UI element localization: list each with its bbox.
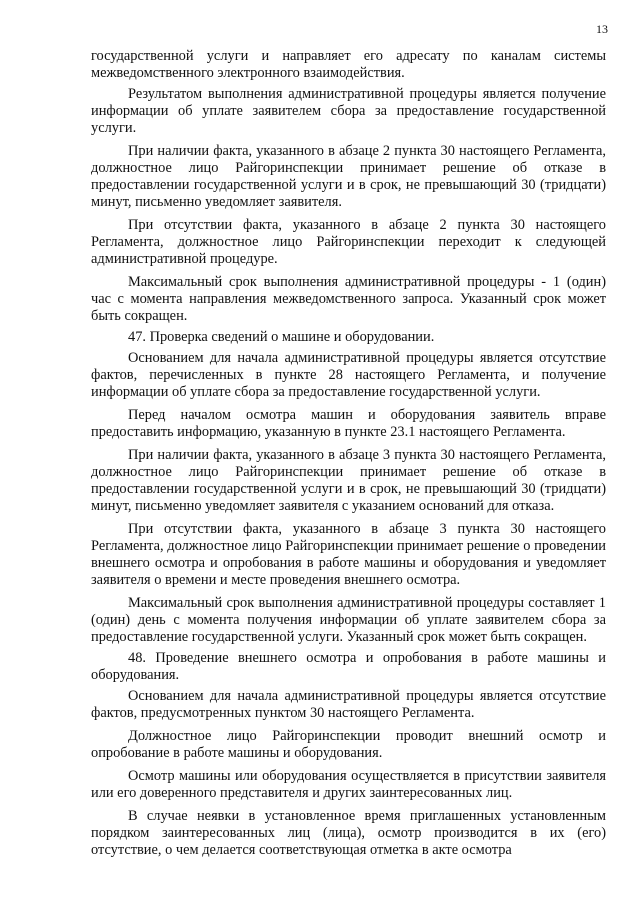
page-number: 13 [596,22,608,36]
paragraph-1: государственной услуги и направляет его адресату по каналам системы межведомственного электронного взаимодействия. [91,48,606,81]
paragraph-13: Основанием для начала административной процедуры является отсутствие фактов, предусмотренных пунктом 30 настоящего Регламента. [91,688,606,721]
paragraph-10: При отсутствии факта, указанного в абзаце 3 пункта 30 настоящего Регламента, должностное лицо Райгоринспекции принимает решение о проведении внешнего осмотра и опробования в работе машины и оборудования и уведомляет заявителя о времени и месте проведения внешнего осмотра. [91,521,606,588]
section-heading-48: 48. Проведение внешнего осмотра и опробования в работе машины и оборудования. [91,650,606,683]
paragraph-3: При наличии факта, указанного в абзаце 2 пункта 30 настоящего Регламента, должностное лицо Райгоринспекции принимает решение об отказе в предоставлении государственной услуги и в срок, не превышающий 30 (тридцати) минут, письменно уведомляет заявителя. [91,143,606,210]
paragraph-8: Перед началом осмотра машин и оборудования заявитель вправе предоставить информацию, указанную в пункте 23.1 настоящего Регламента. [91,407,606,440]
paragraph-7: Основанием для начала административной процедуры является отсутствие фактов, перечисленных в пункте 28 настоящего Регламента, и получение информации об уплате сбора за предоставление государственной услуги. [91,350,606,400]
paragraph-11: Максимальный срок выполнения административной процедуры составляет 1 (один) день с момента получения информации об уплате заявителем сбора за предоставление государственной услуги. Указанный срок может быть сокращен. [91,595,606,645]
paragraph-14: Должностное лицо Райгоринспекции проводит внешний осмотр и опробование в работе машины и оборудования. [91,728,606,761]
section-heading-47: 47. Проверка сведений о машине и оборудовании. [128,329,435,345]
paragraph-5: Максимальный срок выполнения административной процедуры - 1 (один) час с момента направления межведомственного запроса. Указанный срок может быть сокращен. [91,274,606,324]
paragraph-2: Результатом выполнения административной процедуры является получение информации об уплате заявителем сбора за предоставление государственной услуги. [91,86,606,136]
paragraph-16: В случае неявки в установленное время приглашенных установленным порядком заинтересованных лиц (лица), осмотр производится в их (его) отсутствие, о чем делается соответствующая отметка в акте осмотра [91,808,606,858]
paragraph-9: При наличии факта, указанного в абзаце 3 пункта 30 настоящего Регламента, должностное лицо Райгоринспекции принимает решение об отказе в предоставлении государственной услуги и в срок, не превышающий 30 (тридцати) минут, письменно уведомляет заявителя с указанием оснований для отказа. [91,447,606,514]
paragraph-4: При отсутствии факта, указанного в абзаце 2 пункта 30 настоящего Регламента, должностное лицо Райгоринспекции переходит к следующей административной процедуре. [91,217,606,267]
paragraph-15: Осмотр машины или оборудования осуществляется в присутствии заявителя или его доверенного представителя и других заинтересованных лиц. [91,768,606,801]
document-body [91,48,606,859]
